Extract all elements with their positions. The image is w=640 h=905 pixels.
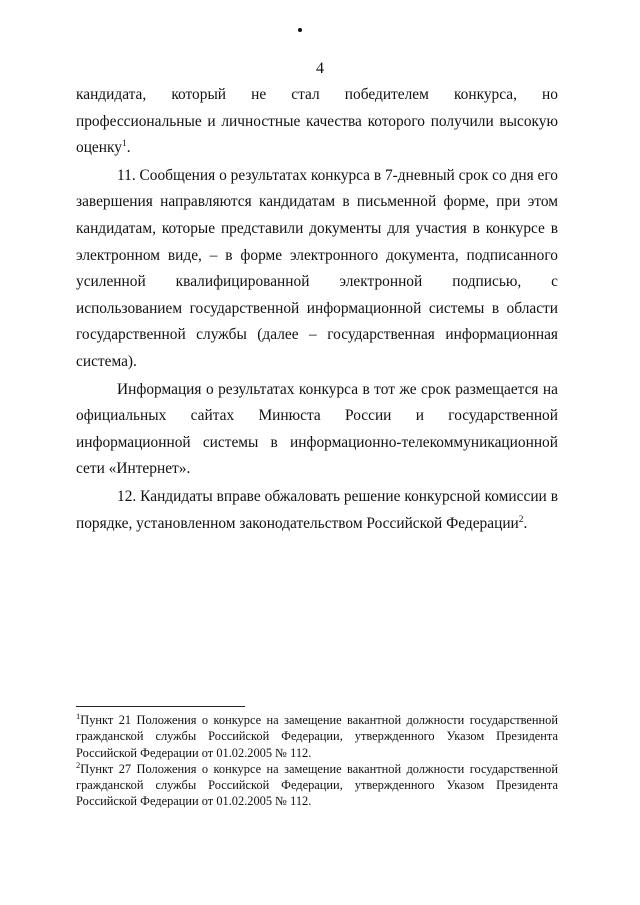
page-number: 4 <box>316 60 324 77</box>
footnote-separator <box>76 706 245 707</box>
footnotes <box>76 712 558 810</box>
scan-dot-mark <box>298 28 302 32</box>
footnote-1: $^1$Пункт 21 Положения о конкурсе на замещение вакантной должности государственной гражданской службы Российской Федерации, утвержденного Указом Президента Российской Федерации от 01.02.2005 № 112. <box>76 711 558 760</box>
footnote-ref-2[interactable]: 2 <box>518 514 524 525</box>
body-text <box>76 82 558 537</box>
paragraph-12: 12. Кандидаты вправе обжаловать решение конкурсной комиссии в порядке, установленном законодательством Российской Федерации$^2$. <box>76 487 558 532</box>
paragraph-info-part-2: информационной системы в информационно-телекоммуникационной сети «Интернет». <box>76 433 558 478</box>
paragraph-continuation: кандидата, который не стал победителем конкурса, но профессиональные и личностные качества которого получили высокую оценку$^1$. <box>76 86 558 157</box>
paragraph-info-part-1: Информация о результатах конкурса в тот же срок размещается на официальных сайтах Минюста России и государственной <box>76 380 558 425</box>
paragraph-11: 11. Сообщения о результатах конкурса в 7-дневный срок со дня его завершения направляются кандидатам в письменной форме, при этом кандидатам, которые представили документы для участия в конкурсе в электронном виде, – в форме электронного документа, подписанного усиленной квалифицированной электронной подписью, с использованием государственной информационной системы в области государственной службы (далее – государственная информационная система). <box>76 166 558 370</box>
footnote-2: $^2$Пункт 27 Положения о конкурсе на замещение вакантной должности государственной гражданской службы Российской Федерации, утвержденного Указом Президента Российской Федерации от 01.02.2005 № 112. <box>76 759 558 809</box>
footnote-ref-1[interactable]: 1 <box>121 139 127 150</box>
